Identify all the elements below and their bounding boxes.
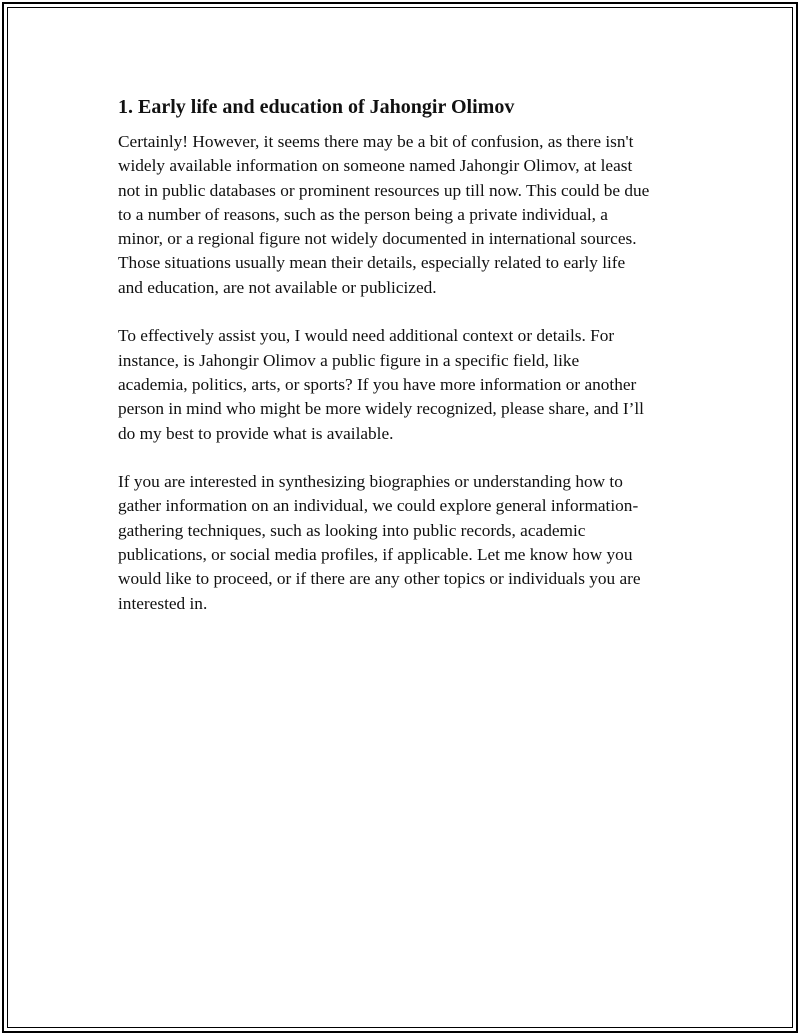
section-heading: 1. Early life and education of Jahongir Olimov <box>118 96 515 118</box>
paragraph-1 <box>118 130 698 300</box>
text-line: publications, or social media profiles, if applicable. Let me know how you <box>118 545 633 565</box>
text-line: Certainly! However, it seems there may be a bit of confusion, as there isn't <box>118 132 634 151</box>
text-line: gather information on an individual, we could explore general information- <box>118 496 639 516</box>
text-line: gathering techniques, such as looking into public records, academic <box>118 520 586 540</box>
paragraph-2 <box>118 324 698 445</box>
text-line: not in public databases or prominent resources up till now. This could be due <box>118 180 650 200</box>
text-line: to a number of reasons, such as the person being a private individual, a <box>118 204 608 224</box>
paragraph-3 <box>118 470 698 616</box>
text-line: and education, are not available or publicized. <box>118 277 437 297</box>
text-line: instance, is Jahongir Olimov a public figure in a specific field, like <box>118 350 580 370</box>
text-line: interested in. <box>118 593 208 613</box>
text-line: If you are interested in synthesizing biographies or understanding how to <box>118 472 623 492</box>
text-line: Those situations usually mean their details, especially related to early life <box>118 253 626 273</box>
text-line: do my best to provide what is available. <box>118 423 394 443</box>
text-line: To effectively assist you, I would need additional context or details. For <box>118 326 615 346</box>
text-line: minor, or a regional figure not widely documented in international sources. <box>118 229 637 249</box>
text-line: would like to proceed, or if there are any other topics or individuals you are <box>118 569 641 589</box>
text-line: widely available information on someone named Jahongir Olimov, at least <box>118 156 633 176</box>
document-body <box>118 94 698 640</box>
text-line: person in mind who might be more widely recognized, please share, and I’ll <box>118 399 644 419</box>
text-line: academia, politics, arts, or sports? If you have more information or another <box>118 374 637 394</box>
